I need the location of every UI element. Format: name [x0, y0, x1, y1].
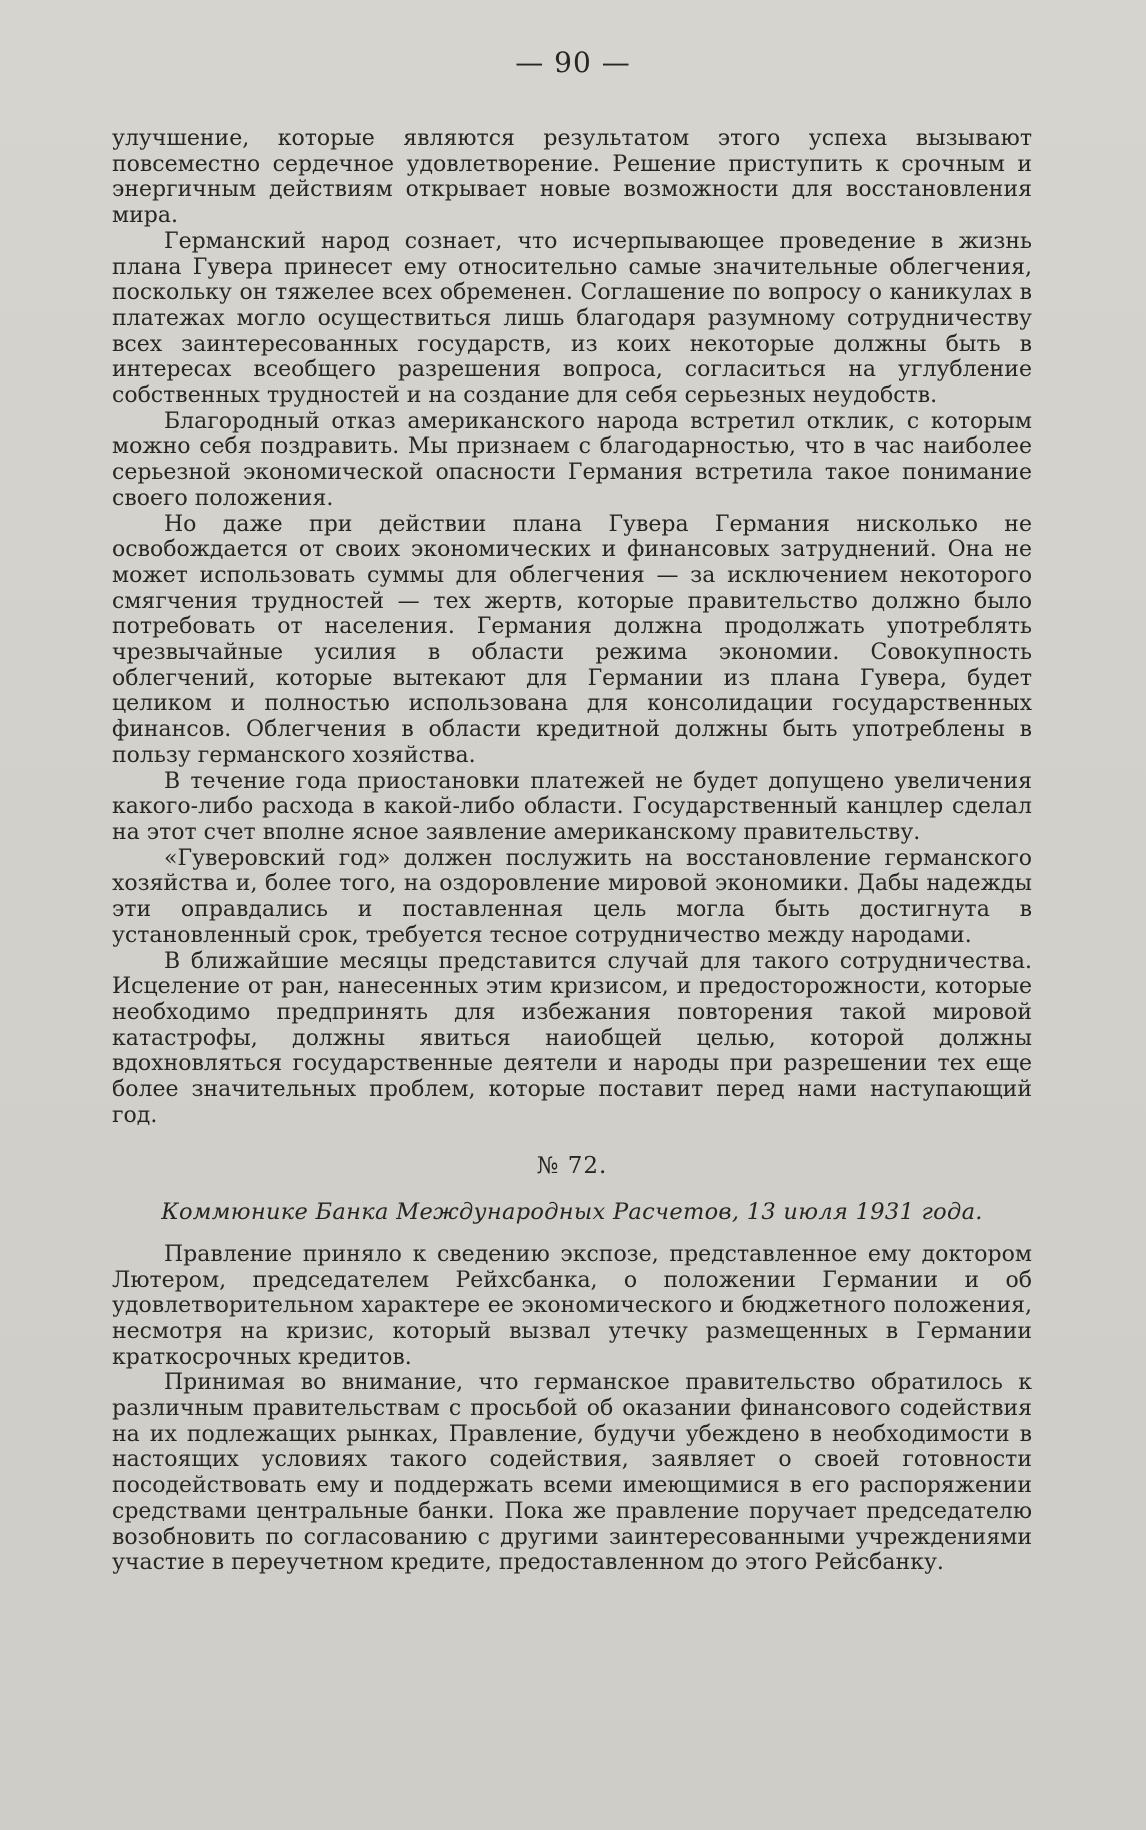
main-text [112, 126, 1032, 1576]
paragraph: «Гуверовский год» должен послужить на восстановление германского хозяйства и, более того, на оздоровление мировой экономики. Дабы надежды эти оправдались и поставленная цель могла быть достигнута в установленный срок, требуется тесное сотрудничество между народами. [112, 845, 1032, 948]
paragraph: Но даже при действии плана Гувера Германия нисколько не освобождается от своих экономических и финансовых затруднений. Она не может использовать суммы для облегчения — за исключением некоторого смягчения трудностей — тех жертв, которые правительство должно было потребовать от населения. Германия должна продолжать употреблять чрезвычайные усилия в области режима экономии. Совокупность облегчений, которые вытекают для Германии из плана Гувера, будет целиком и полностью использована для консолидации государственных финансов. Облегчения в области кредитной должны быть употреблены в пользу германского хозяйства. [112, 511, 1032, 768]
paragraph: улучшение, которые являются результатом этого успеха вызывают повсеместно сердечное удовлетворение. Решение приступить к срочным и энергичным действиям открывает новые возможности для восстановления мира. [112, 126, 1032, 229]
paragraph: Принимая во внимание, что германское правительство обратилось к различным правительствам с просьбой об оказании финансового содействия на их подлежащих рынках, Правление, будучи убеждено в необходимости в настоящих условиях такого содействия, заявляет о своей готовности посодействовать ему и поддержать всеми имеющимися в его распоряжении средствами центральные банки. Пока же правление поручает председателю возобновить по согласованию с другими заинтересованными учреждениями участие в переучетном кредите, предоставленном до этого Рейсбанку. [112, 1370, 1032, 1576]
paragraph: Правление приняло к сведению экспозе, представленное ему доктором Лютером, председателем Рейхсбанка, о положении Германии и об удовлетворительном характере ее экономического и бюджетного положения, несмотря на кризис, который вызвал утечку размещенных в Германии краткосрочных кредитов. [112, 1241, 1032, 1370]
paragraph: В течение года приостановки платежей не будет допущено увеличения какого-либо расхода в какой-либо области. Государственный канцлер сделал на этот счет вполне ясное заявление американскому правительству. [112, 768, 1032, 845]
paragraph: В ближайшие месяцы представится случай для такого сотрудничества. Исцеление от ран, нанесенных этим кризисом, и предосторожности, которые необходимо предпринять для избежания повторения такой мировой катастрофы, должны явиться наиобщей целью, которой должны вдохновляться государственные деятели и народы при разрешении тех еще более значительных проблем, которые поставит перед нами наступающий год. [112, 948, 1032, 1128]
document-number: № 72. [536, 1153, 608, 1180]
page-number: — 90 — [515, 46, 631, 79]
document-title: Коммюнике Банка Международных Расчетов, 13 июля 1931 года. [161, 1199, 983, 1226]
paragraph: Германский народ сознает, что исчерпывающее проведение в жизнь плана Гувера принесет ему относительно самые значительные облегчения, поскольку он тяжелее всех обременен. Соглашение по вопросу о каникулах в платежах могло осуществиться лишь благодаря разумному сотрудничеству всех заинтересованных государств, из коих некоторые должны быть в интересах всеобщего разрешения вопроса, согласиться на углубление собственных трудностей и на создание для себя серьезных неудобств. [112, 228, 1032, 409]
paragraph: Благородный отказ американского народа встретил отклик, с которым можно себя поздравить. Мы признаем с благодарностью, что в час наиболее серьезной экономической опасности Германия встретила такое понимание своего положения. [112, 408, 1032, 511]
